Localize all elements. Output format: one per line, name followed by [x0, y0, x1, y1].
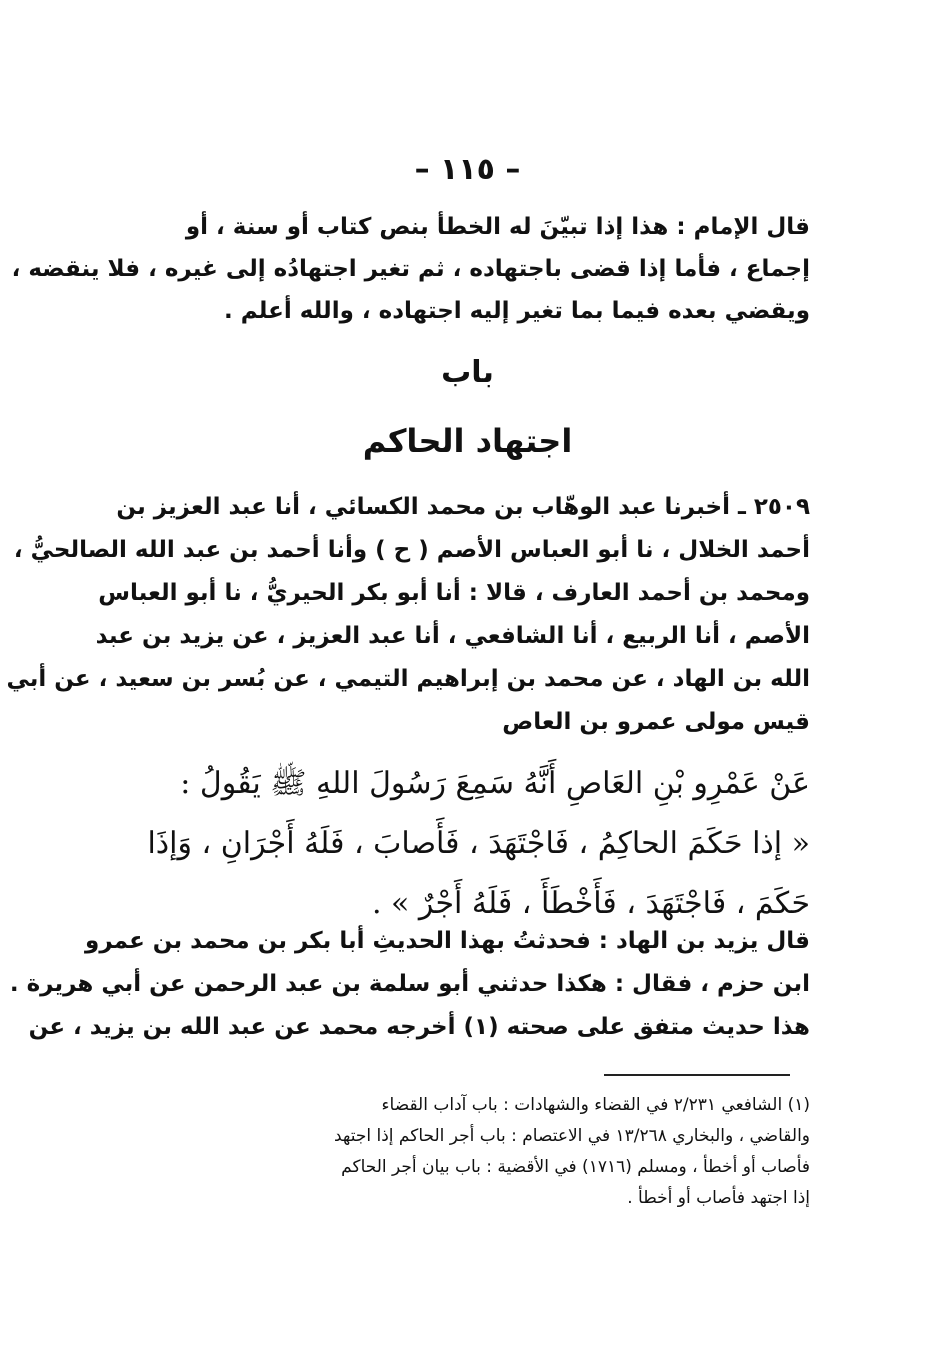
text-line: قال الإمام : هذا إذا تبيّنَ له الخطأ بنص كتاب أو سنة ، أو — [185, 214, 810, 240]
footnote-line: فأصاب أو أخطأ ، ومسلم (١٧١٦) في الأقضية : باب بيان أجر الحاكم — [341, 1157, 810, 1177]
chapter-title: اجتهاد الحاكم — [362, 422, 573, 460]
text-line: أحمد الخلال ، نا أبو العباس الأصم ( ح ) وأنا أحمد بن عبد الله الصالحيُّ ، — [13, 537, 810, 563]
footnote-line: (١) الشافعي ٢/٢٣١ في القضاء والشهادات : باب آداب القضاء — [381, 1095, 810, 1115]
paragraph-imam-comment — [11, 206, 810, 332]
text-line: هذا حديث متفق على صحته (١) أخرجه محمد عن عبد الله بن يزيد ، عن — [28, 1014, 810, 1040]
text-line: قيس مولى عمرو بن العاص — [502, 709, 810, 735]
text-line: ابن حزم ، فقال : هكذا حدثني أبو سلمة بن عبد الرحمن عن أبي هريرة . — [9, 971, 810, 997]
paragraph-isnad — [6, 486, 810, 744]
footnote-divider — [604, 1074, 790, 1076]
hadith-text — [147, 754, 810, 934]
footnote — [166, 1090, 810, 1214]
text-line: ٢٥٠٩ ـ أخبرنا عبد الوهّاب بن محمد الكسائي ، أنا عبد العزيز بن — [116, 494, 810, 520]
text-line: قال يزيد بن الهاد : فحدثتُ بهذا الحديثِ أبا بكر بن محمد بن عمرو — [85, 928, 810, 954]
hadith-line: « إذا حَكَمَ الحاكِمُ ، فَاجْتَهَدَ ، فَأَصابَ ، فَلَهُ أَجْرَانِ ، وَإذَا — [147, 826, 810, 861]
text-line: الله بن الهاد ، عن محمد بن إبراهيم التيمي ، عن بُسر بن سعيد ، عن أبي — [6, 666, 810, 692]
footnote-line: إذا اجتهد فأصاب أو أخطأ . — [627, 1188, 810, 1208]
section-label: باب — [441, 355, 494, 390]
hadith-line: حَكَمَ ، فَاجْتَهَدَ ، فَأَخْطَأَ ، فَلَهُ أَجْرٌ » . — [371, 886, 810, 921]
text-line: الأصم ، أنا الربيع ، أنا الشافعي ، أنا عبد العزيز ، عن يزيد بن عبد — [95, 623, 810, 649]
footnote-line: والقاضي ، والبخاري ١٣/٢٦٨ في الاعتصام : باب أجر الحاكم إذا اجتهد — [333, 1126, 810, 1146]
text-line: ومحمد بن أحمد العارف ، قالا : أنا أبو بكر الحيريُّ ، نا أبو العباس — [98, 580, 810, 606]
paragraph-commentary — [9, 920, 810, 1049]
hadith-line: عَنْ عَمْرِو بْنِ العَاصِ أَنَّهُ سَمِعَ رَسُولَ اللهِ ﷺ يَقُولُ : — [180, 766, 810, 801]
text-line: ويقضي بعده فيما بما تغير إليه اجتهاده ، والله أعلم . — [223, 298, 810, 324]
text-line: إجماع ، فأما إذا قضى باجتهاده ، ثم تغير اجتهادُه إلى غيره ، فلا ينقضه ، — [11, 256, 810, 282]
page-number: – ١١٥ – — [414, 152, 521, 187]
